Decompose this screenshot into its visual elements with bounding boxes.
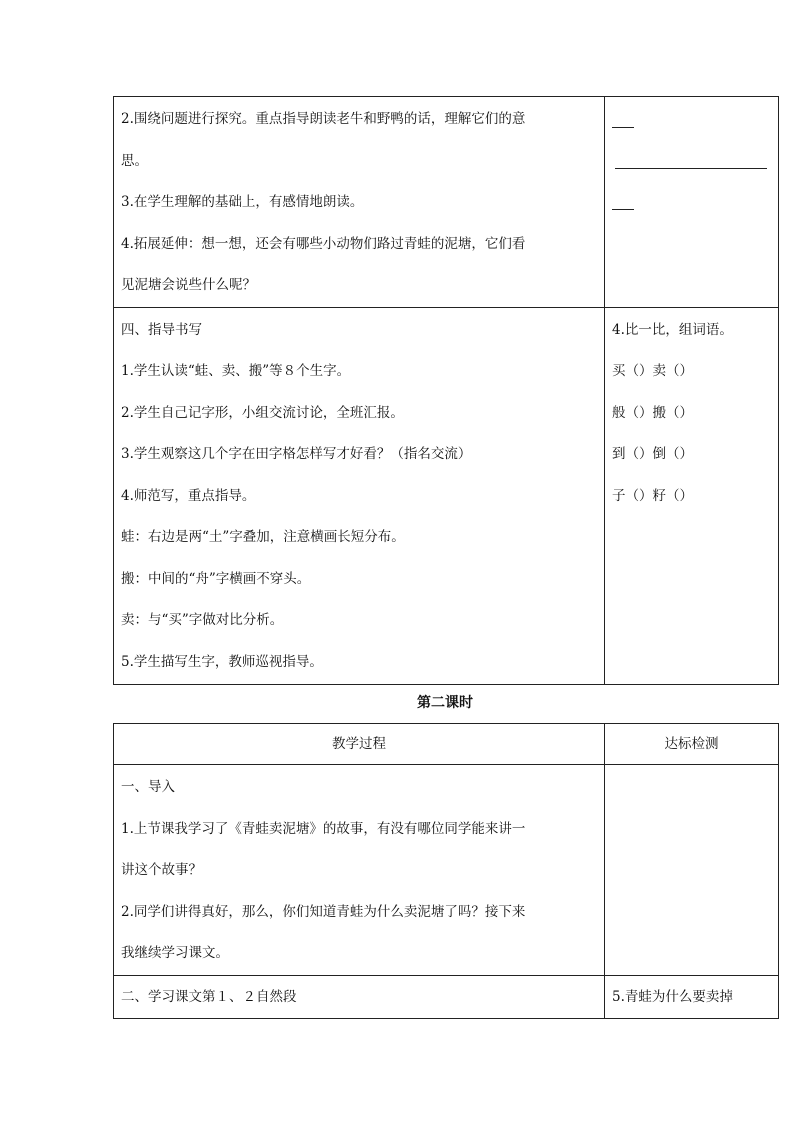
exercise-line: 4.比一比，组词语。 (612, 321, 733, 338)
assessment-cell (605, 975, 779, 1019)
text-line: 1.上节课我学习了《青蛙卖泥塘》的故事，有没有哪位同学能来讲一 (121, 820, 526, 837)
text-line: 卖：与“买”字做对比分析。 (121, 612, 284, 628)
assessment-cell (605, 307, 779, 684)
column-header: 达标检测 (605, 724, 779, 765)
text-line: 一、导入 (121, 779, 175, 795)
text-line: 四、指导书写 (121, 321, 202, 338)
text-line: 我继续学习课文。 (121, 945, 229, 961)
text-line: 思。 (121, 152, 148, 169)
section-title: 第二课时 (417, 695, 473, 711)
text-line: 搬：中间的“舟”字横画不穿头。 (121, 570, 311, 587)
text-line: 2.学生自己记字形，小组交流讨论，全班汇报。 (121, 404, 404, 421)
table-row (114, 975, 779, 1019)
exercise-line: 5.青蛙为什么要卖掉 (612, 988, 733, 1005)
text-line: 3.在学生理解的基础上，有感情地朗读。 (121, 194, 364, 210)
table-row (114, 307, 779, 684)
process-cell (114, 765, 605, 976)
assessment-cell (605, 765, 779, 976)
process-cell (114, 975, 605, 1019)
table-row (114, 765, 779, 976)
exercise-line: 般（）搬（） (612, 404, 693, 421)
text-line: 蛙：右边是两“土”字叠加，注意横画长短分布。 (121, 529, 405, 545)
table-row (114, 97, 779, 308)
process-cell (114, 97, 605, 308)
answer-blank (612, 209, 634, 210)
assessment-cell (605, 97, 779, 308)
text-line: 2.围绕问题进行探究。重点指导朗读老牛和野鸭的话，理解它们的意 (121, 111, 526, 127)
exercise-line: 买（）卖（） (612, 363, 693, 379)
lesson-table-1 (113, 96, 779, 685)
lesson-table-2 (113, 723, 779, 1019)
table-header-row (114, 724, 779, 765)
text-line: 二、学习课文第１、２自然段 (121, 988, 297, 1005)
text-line: 2.同学们讲得真好，那么，你们知道青蛙为什么卖泥塘了吗？接下来 (121, 903, 526, 920)
text-line: 4.师范写，重点指导。 (121, 487, 256, 504)
process-cell (114, 307, 605, 684)
exercise-line: 到（）倒（） (612, 446, 693, 462)
text-line: 1.学生认读“蛙、卖、搬”等８个生字。 (121, 363, 351, 379)
text-line: 3.学生观察这几个字在田字格怎样写才好看？（指名交流） (121, 446, 472, 462)
text-line: 见泥塘会说些什么呢？ (121, 277, 256, 293)
text-line: 4.拓展延伸：想一想，还会有哪些小动物们路过青蛙的泥塘，它们看 (121, 235, 526, 252)
text-line: 讲这个故事？ (121, 862, 202, 878)
column-header: 教学过程 (114, 724, 605, 765)
exercise-line: 子（）籽（） (612, 487, 693, 504)
text-line: 5.学生描写生字，教师巡视指导。 (121, 653, 323, 670)
